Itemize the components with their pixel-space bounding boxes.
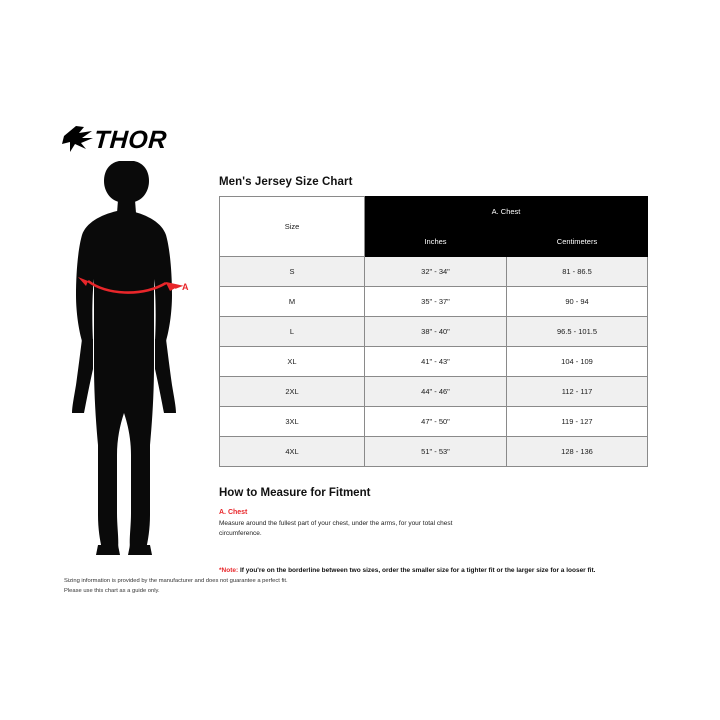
disclaimer xyxy=(64,577,364,597)
cell-size: M xyxy=(220,287,365,317)
male-torso-silhouette xyxy=(62,155,207,555)
column-header-size: Size xyxy=(220,197,365,257)
page-title: Men's Jersey Size Chart xyxy=(219,176,353,188)
table-row xyxy=(220,437,648,467)
column-header-centimeters: Centimeters xyxy=(507,227,648,257)
table-row xyxy=(220,287,648,317)
table-row xyxy=(220,377,648,407)
cell-size: 2XL xyxy=(220,377,365,407)
cell-inches: 51" - 53" xyxy=(365,437,507,467)
cell-size: L xyxy=(220,317,365,347)
cell-centimeters: 81 - 86.5 xyxy=(507,257,648,287)
how-to-measure-item-label: A. Chest xyxy=(219,509,248,516)
male-silhouette-figure xyxy=(62,155,207,555)
cell-inches: 41" - 43" xyxy=(365,347,507,377)
column-header-inches: Inches xyxy=(365,227,507,257)
cell-centimeters: 128 - 136 xyxy=(507,437,648,467)
cell-centimeters: 90 - 94 xyxy=(507,287,648,317)
note-text: If you're on the borderline between two sizes, order the smaller size for a tighter fit or the larger size for a looser fit. xyxy=(239,567,596,575)
table-row xyxy=(220,347,648,377)
cell-centimeters: 112 - 117 xyxy=(507,377,648,407)
cell-inches: 35" - 37" xyxy=(365,287,507,317)
cell-size: 3XL xyxy=(220,407,365,437)
how-to-measure-title: How to Measure for Fitment xyxy=(219,487,371,499)
cell-inches: 47" - 50" xyxy=(365,407,507,437)
cell-centimeters: 104 - 109 xyxy=(507,347,648,377)
table-row xyxy=(220,317,648,347)
cell-centimeters: 96.5 - 101.5 xyxy=(507,317,648,347)
cell-inches: 32" - 34" xyxy=(365,257,507,287)
cell-size: S xyxy=(220,257,365,287)
table-header-row xyxy=(220,197,648,227)
chest-measure-label: A xyxy=(182,282,189,292)
cell-inches: 44" - 46" xyxy=(365,377,507,407)
brand-logo-text: THOR xyxy=(93,126,168,154)
note-prefix: *Note: xyxy=(219,567,239,575)
disclaimer-line-1: Sizing information is provided by the manufacturer and does not guarantee a perfect fit. xyxy=(64,578,288,584)
cell-centimeters: 119 - 127 xyxy=(507,407,648,437)
column-group-header-chest: A. Chest xyxy=(365,197,648,227)
cell-inches: 38" - 40" xyxy=(365,317,507,347)
content-column xyxy=(219,176,647,574)
size-chart-table xyxy=(219,196,648,467)
table-row xyxy=(220,257,648,287)
thor-helmet-icon xyxy=(62,124,96,154)
how-to-measure-item-body: Measure around the fullest part of your chest, under the arms, for your total chest circumference. xyxy=(219,520,453,538)
cell-size: XL xyxy=(220,347,365,377)
cell-size: 4XL xyxy=(220,437,365,467)
table-row xyxy=(220,407,648,437)
disclaimer-line-2: Please use this chart as a guide only. xyxy=(64,587,160,594)
note-line xyxy=(219,567,647,574)
